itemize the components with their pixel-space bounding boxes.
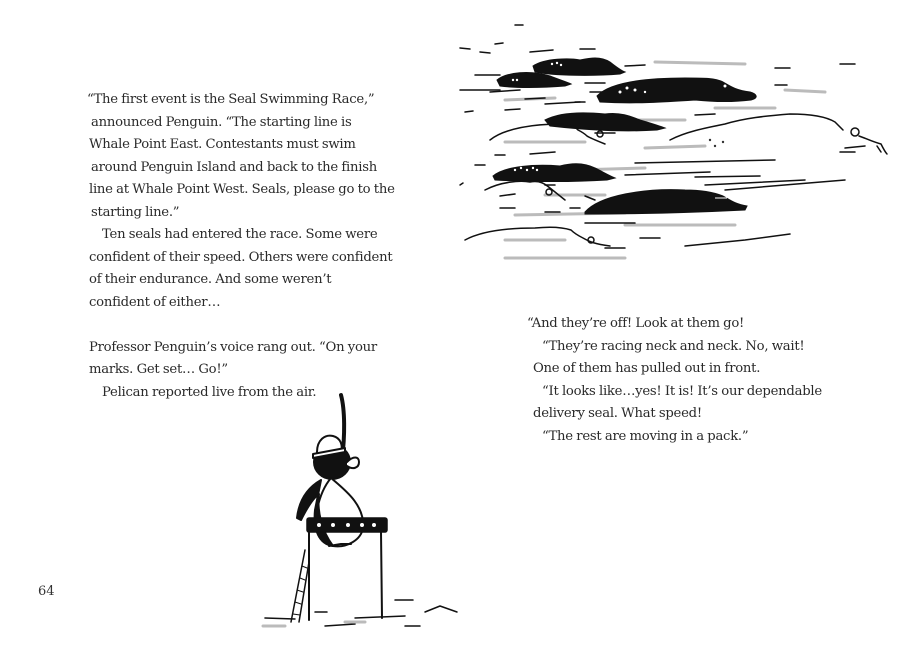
text-line: “The first event is the Seal Swimming Race,” — [87, 92, 375, 107]
page-number: 64 — [38, 584, 55, 599]
text-line: marks. Get set… Go!” — [89, 362, 228, 377]
text-line: starting line.” — [91, 204, 180, 220]
text-line: line at Whale Point West. Seals, please go to the — [89, 182, 395, 197]
text-line: Pelican reported live from the air. — [102, 384, 317, 400]
text-line: announced Penguin. “The starting line is — [91, 114, 352, 130]
seals-swimming-race-illustration — [445, 20, 905, 270]
text-line: delivery seal. What speed! — [533, 406, 702, 421]
text-line: Whale Point East. Contestants must swim — [89, 137, 356, 152]
text-line: confident of either… — [89, 294, 221, 310]
left-page-text — [89, 89, 395, 404]
text-line: of their endurance. And some weren’t — [89, 272, 332, 287]
text-line: “The rest are moving in a pack.” — [542, 428, 749, 444]
text-line: “It looks like…yes! It is! It’s our dependable — [542, 383, 822, 399]
paragraph-gap — [89, 314, 395, 337]
text-line: “And they’re off! Look at them go! — [527, 316, 745, 331]
text-line: “They’re racing neck and neck. No, wait! — [542, 338, 805, 354]
penguin-on-starting-block-illustration — [255, 390, 465, 635]
text-line: Ten seals had entered the race. Some were — [102, 227, 378, 242]
text-line: confident of their speed. Others were confident — [89, 249, 393, 265]
text-line: One of them has pulled out in front. — [533, 361, 761, 376]
text-line: around Penguin Island and back to the finish — [91, 159, 377, 175]
text-line: Professor Penguin’s voice rang out. “On your — [89, 339, 377, 355]
right-page-text — [529, 313, 822, 448]
